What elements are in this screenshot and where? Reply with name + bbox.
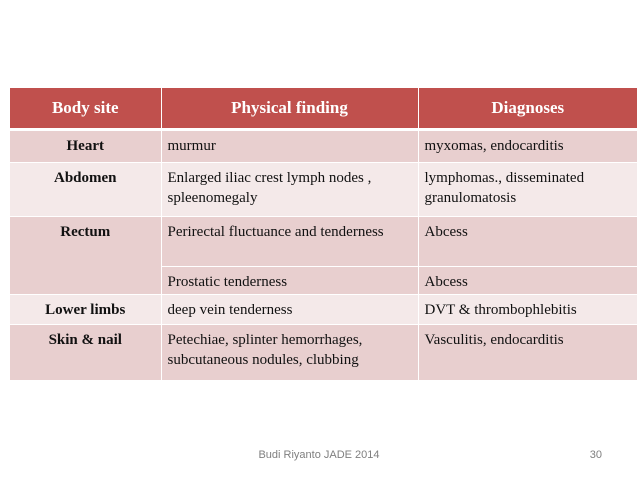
cell-finding: murmur [161, 130, 418, 163]
cell-diagnosis: Abcess [418, 267, 637, 295]
header-diagnoses: Diagnoses [418, 88, 637, 130]
cell-site: Abdomen [10, 163, 161, 217]
cell-diagnosis: Vasculitis, endocarditis [418, 325, 637, 381]
cell-site: Skin & nail [10, 325, 161, 381]
cell-finding: Enlarged iliac crest lymph nodes , spleenomegaly [161, 163, 418, 217]
cell-diagnosis: Abcess [418, 217, 637, 267]
table-row-lower-limbs [10, 295, 637, 325]
cell-finding: deep vein tenderness [161, 295, 418, 325]
table-row-heart [10, 130, 637, 163]
table-row-rectum [10, 217, 637, 267]
cell-finding: Perirectal fluctuance and tenderness [161, 217, 418, 267]
cell-diagnosis: DVT & thrombophlebitis [418, 295, 637, 325]
header-physical-finding: Physical finding [161, 88, 418, 130]
cell-diagnosis: lymphomas., disseminated granulomatosis [418, 163, 637, 217]
findings-table [10, 88, 637, 381]
cell-site: Lower limbs [10, 295, 161, 325]
table-row-abdomen [10, 163, 637, 217]
table-row-skin-nail [10, 325, 637, 381]
cell-finding: Petechiae, splinter hemorrhages, subcutaneous nodules, clubbing [161, 325, 418, 381]
page-number: 30 [589, 449, 602, 461]
cell-diagnosis: myxomas, endocarditis [418, 130, 637, 163]
footer-credit: Budi Riyanto JADE 2014 [258, 449, 380, 461]
cell-site: Heart [10, 130, 161, 163]
header-body-site: Body site [10, 88, 161, 130]
cell-site: Rectum [10, 217, 161, 295]
header-row [10, 88, 637, 130]
cell-finding: Prostatic tenderness [161, 267, 418, 295]
